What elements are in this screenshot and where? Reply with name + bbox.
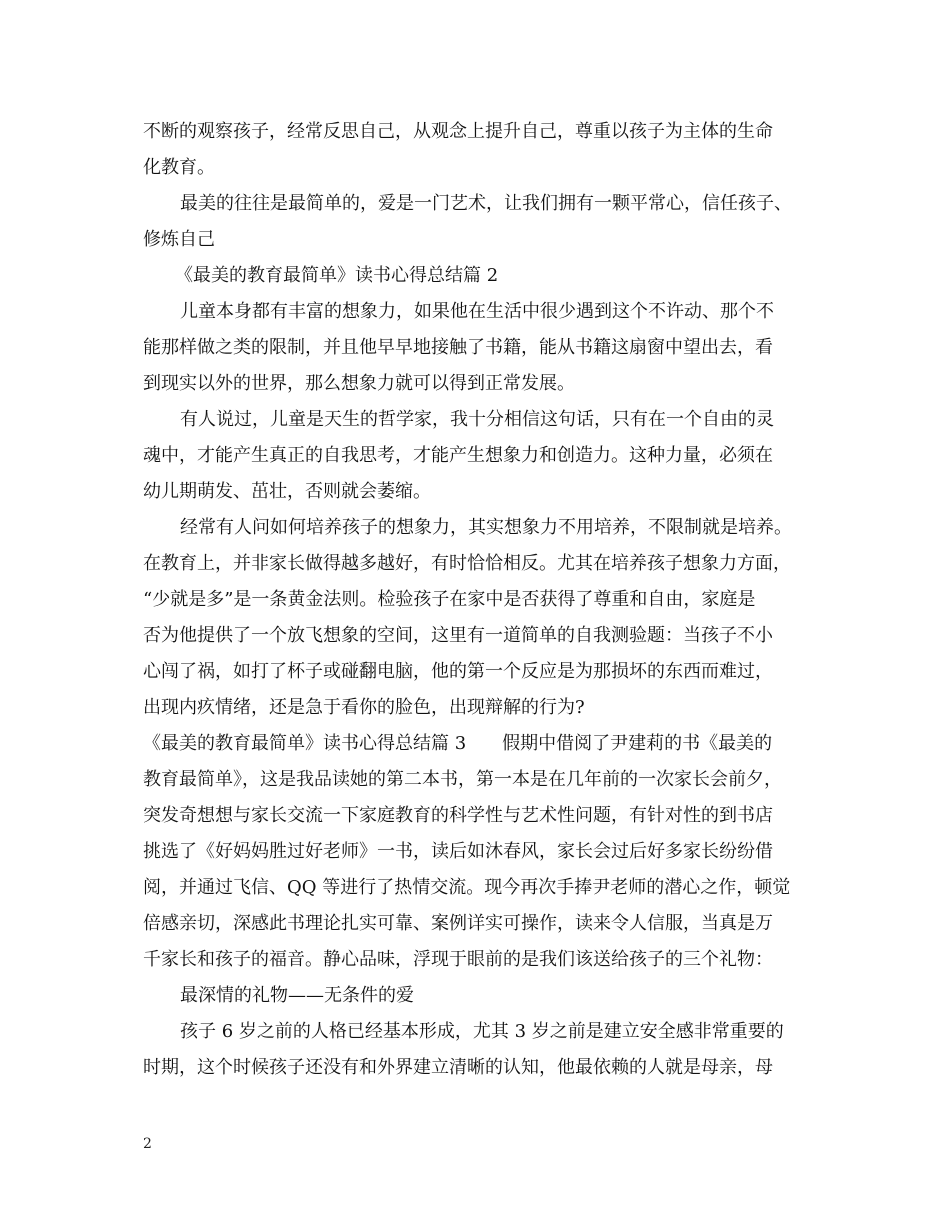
text-line: “少就是多”是一条黄金法则。检验孩子在家中是否获得了尊重和自由，家庭是 — [143, 589, 756, 610]
text-line: 幼儿期萌发、茁壮，否则就会萎缩。 — [143, 481, 431, 502]
text-line: 否为他提供了一个放飞想象的空间，这里有一道简单的自我测验题：当孩子不小 — [143, 625, 773, 646]
text-line: 有人说过，儿童是天生的哲学家，我十分相信这句话，只有在一个自由的灵 — [180, 409, 774, 430]
text-line: 阅，并通过飞信、QQ 等进行了热情交流。现今再次手捧尹老师的潜心之作，顿觉 — [143, 877, 791, 898]
text-line: 千家长和孩子的福音。静心品味，浮现于眼前的是我们该送给孩子的三个礼物： — [143, 949, 773, 970]
text-line: 最深情的礼物——无条件的爱 — [180, 985, 414, 1006]
text-line: 教育最简单》，这是我品读她的第二本书，第一本是在几年前的一次家长会前夕， — [143, 769, 782, 790]
text-line: 不断的观察孩子，经常反思自己，从观念上提升自己，尊重以孩子为主体的生命 — [143, 121, 773, 142]
text-line: 能那样做之类的限制，并且他早早地接触了书籍，能从书籍这扇窗中望出去，看 — [143, 337, 773, 358]
text-line: 到现实以外的世界，那么想象力就可以得到正常发展。 — [143, 373, 575, 394]
text-line: 魂中，才能产生真正的自我思考，才能产生想象力和创造力。这种力量，必须在 — [143, 445, 773, 466]
page-number: 2 — [143, 1136, 152, 1152]
text-line: 孩子 6 岁之前的人格已经基本形成，尤其 3 岁之前是建立安全感非常重要的 — [180, 1021, 784, 1042]
document-body — [143, 114, 805, 1086]
text-line: 化教育。 — [143, 157, 215, 178]
text-line: 最美的往往是最简单的，爱是一门艺术，让我们拥有一颗平常心，信任孩子、 — [180, 193, 792, 214]
text-line: 在教育上，并非家长做得越多越好，有时恰恰相反。尤其在培养孩子想象力方面， — [143, 553, 791, 574]
text-line: 突发奇想想与家长交流一下家庭教育的科学性与艺术性问题，有针对性的到书店 — [143, 805, 773, 826]
text-line: 倍感亲切，深感此书理论扎实可靠、案例详实可操作，读来令人信服，当真是万 — [143, 913, 773, 934]
text-line: 挑选了《好妈妈胜过好老师》一书，读后如沐春风，家长会过后好多家长纷纷借 — [143, 841, 773, 862]
text-line: 《最美的教育最简单》读书心得总结篇 3 假期中借阅了尹建莉的书《最美的 — [143, 733, 773, 754]
text-line: 心闯了祸，如打了杯子或碰翻电脑，他的第一个反应是为那损坏的东西而难过， — [143, 661, 773, 682]
text-line: 经常有人问如何培养孩子的想象力，其实想象力不用培养，不限制就是培养。 — [180, 517, 792, 538]
text-line: 出现内疚情绪，还是急于看你的脸色，出现辩解的行为? — [143, 697, 585, 718]
text-line: 儿童本身都有丰富的想象力，如果他在生活中很少遇到这个不许动、那个不 — [180, 301, 774, 322]
text-line: 时期，这个时候孩子还没有和外界建立清晰的认知，他最依赖的人就是母亲，母 — [143, 1057, 773, 1078]
section-heading: 《最美的教育最简单》读书心得总结篇 2 — [175, 265, 499, 286]
text-line: 修炼自己 — [143, 229, 215, 250]
